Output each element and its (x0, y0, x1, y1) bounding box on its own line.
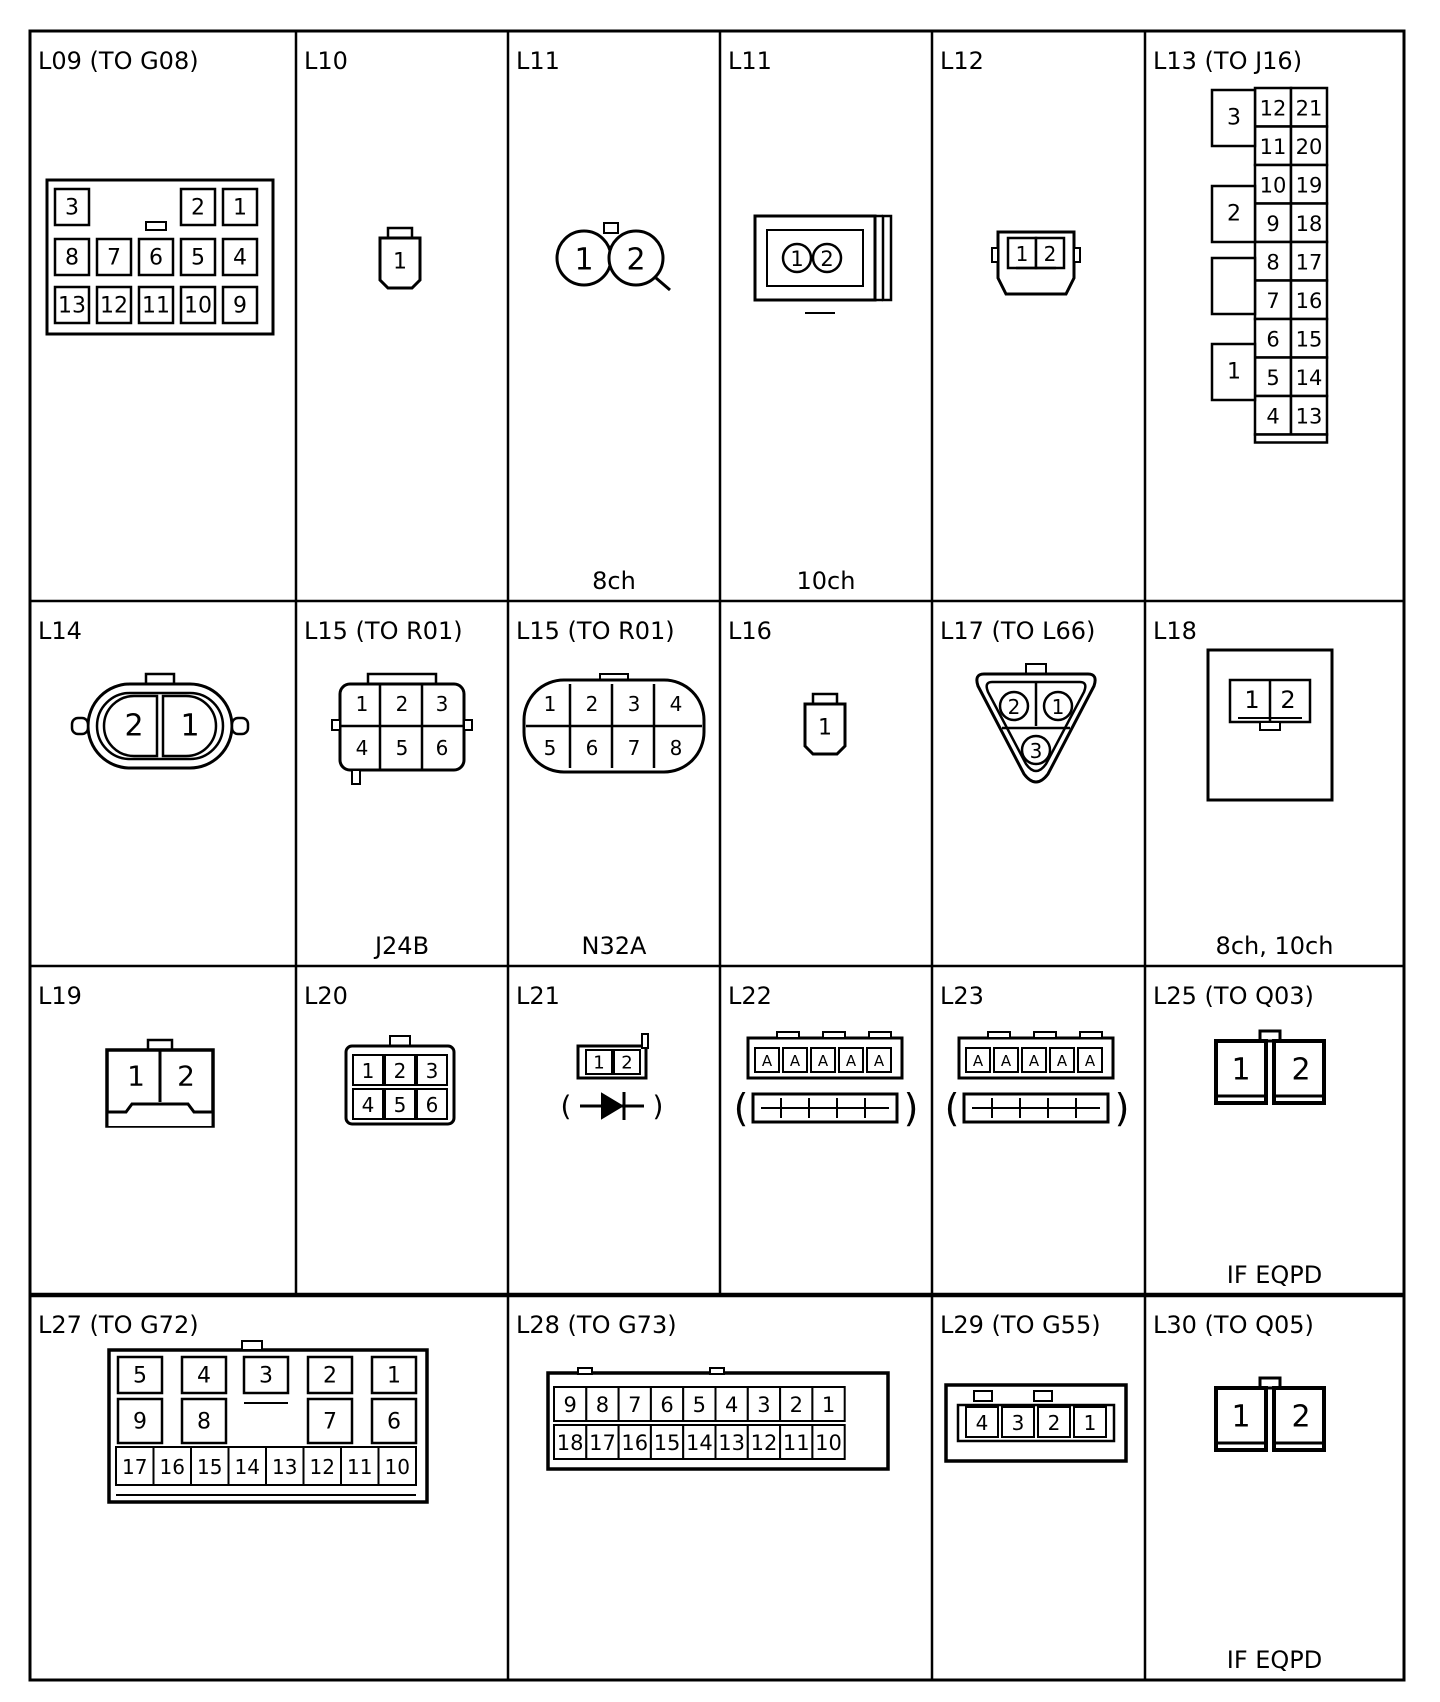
pin-number: 15 (1295, 327, 1323, 352)
pin-number: 1 (1051, 695, 1065, 719)
pin-number: 5 (1266, 365, 1280, 390)
connector-title: L19 (38, 982, 82, 1010)
connector-footer: N32A (581, 932, 647, 960)
bracket-close: ) (652, 1089, 664, 1123)
pin-number: A (761, 1052, 773, 1070)
pin-number: 4 (233, 245, 247, 271)
connector-title: L27 (TO G72) (38, 1311, 199, 1339)
pin-number: 13 (58, 293, 86, 319)
connector-title: L09 (TO G08) (38, 47, 199, 75)
connector-title: L21 (516, 982, 560, 1010)
pin-number: 4 (197, 1363, 211, 1389)
connector-cell-l20 (304, 982, 454, 1124)
connector-title: L10 (304, 47, 348, 75)
pin-number: 6 (1266, 327, 1280, 352)
connector-cell-l09 (38, 47, 273, 334)
connector-drawing (109, 1341, 427, 1502)
pin-number: 2 (585, 692, 599, 716)
connector-title: L11 (728, 47, 772, 75)
pin-number: 5 (191, 245, 205, 271)
side-tab (1074, 248, 1080, 262)
pin-number: 20 (1295, 134, 1323, 159)
pin-number: A (1056, 1052, 1068, 1070)
connector-drawing (107, 1040, 213, 1126)
connector-footer: 8ch (592, 567, 636, 595)
pin-number: 11 (347, 1455, 373, 1479)
connector-cell-l12 (940, 47, 1080, 294)
pin-number: 17 (589, 1431, 616, 1455)
pin-number: 2 (789, 1393, 803, 1417)
pin-number: A (1028, 1052, 1040, 1070)
connector-title: L29 (TO G55) (940, 1311, 1101, 1339)
pin-number: 1 (821, 1393, 836, 1417)
pin-number: 1 (790, 247, 804, 271)
connector-title: L14 (38, 617, 82, 645)
pin-number: 5 (393, 1093, 407, 1117)
pin-number: 16 (159, 1455, 185, 1479)
pin-number: A (1084, 1052, 1096, 1070)
pin-number: 9 (233, 293, 247, 319)
pin-number: A (873, 1052, 885, 1070)
side-tab (992, 248, 998, 262)
pin-number: 6 (425, 1093, 439, 1117)
pin-number: 11 (142, 293, 170, 319)
pin-number: 1 (393, 249, 407, 275)
connector-cell-l21 (516, 982, 663, 1123)
pin-number: 7 (627, 736, 641, 760)
connector-title: L28 (TO G73) (516, 1311, 677, 1339)
pin-number: 3 (1227, 105, 1241, 131)
pin-number: 6 (435, 736, 449, 760)
pin-number: 1 (387, 1363, 401, 1389)
pin-number: 10 (815, 1431, 842, 1455)
pin-number: 4 (355, 736, 369, 760)
pin-number: 1 (1231, 1399, 1251, 1435)
pin-number: 8 (595, 1393, 610, 1417)
latch-tab (1080, 1032, 1102, 1038)
pin-number: 3 (435, 692, 449, 716)
pin-number: 15 (653, 1431, 681, 1455)
pin-number: 4 (361, 1093, 375, 1117)
side-tab (464, 720, 472, 730)
pin-number: 2 (1043, 242, 1057, 266)
pin-number: 8 (1266, 250, 1280, 275)
latch-tab (1034, 1391, 1052, 1401)
connector-drawing (380, 228, 420, 288)
connector-drawing (548, 1368, 888, 1469)
pin-number: 8 (669, 736, 683, 760)
pin-number: 16 (621, 1431, 649, 1455)
pin-number: 2 (124, 708, 144, 744)
connector-title: L11 (516, 47, 560, 75)
pin-number: 17 (122, 1455, 148, 1479)
connector-drawing (557, 223, 670, 290)
pin-number: 5 (692, 1393, 707, 1417)
connector-drawing (332, 674, 472, 784)
pin-number: 14 (234, 1455, 260, 1479)
bracket-open: ( (944, 1086, 960, 1130)
connector-drawing (1212, 88, 1327, 443)
pin-number: 12 (1259, 96, 1287, 121)
connector-cell-l15a (304, 617, 472, 960)
connector-drawing (946, 1385, 1126, 1461)
pin-number: 5 (133, 1363, 147, 1389)
bracket-close: ) (903, 1086, 919, 1130)
pin-number: 9 (133, 1409, 147, 1435)
pin-number: 1 (1231, 1052, 1251, 1088)
connector-drawing (945, 1032, 1130, 1130)
connector-drawing (755, 216, 891, 313)
pin-number: 2 (1047, 1411, 1061, 1435)
pin-number: 5 (543, 736, 557, 760)
pin-number: 7 (107, 245, 121, 271)
connector-title: L18 (1153, 617, 1197, 645)
connector-drawing (992, 232, 1080, 294)
pin-number: 3 (1029, 739, 1043, 763)
connector-drawing (1208, 650, 1332, 800)
pin-number: 2 (626, 242, 646, 278)
connector-drawing (1216, 1031, 1324, 1103)
connector-title: L25 (TO Q03) (1153, 982, 1314, 1010)
pin-number: 1 (593, 1052, 605, 1074)
pin-number: 7 (628, 1393, 642, 1417)
pin-number: 1 (361, 1059, 375, 1083)
side-block (1212, 258, 1255, 314)
connector-drawing (72, 674, 248, 768)
latch-tab (823, 1032, 845, 1038)
pin-number: 3 (1011, 1411, 1025, 1435)
pin-number: 2 (393, 1059, 407, 1083)
pin-number: 6 (387, 1409, 401, 1435)
pin-number: 12 (100, 293, 128, 319)
pin-number: 10 (184, 293, 212, 319)
connector-title: L23 (940, 982, 984, 1010)
pin-number: 10 (384, 1455, 410, 1479)
pin-number: 1 (233, 195, 247, 221)
pin-number: 13 (272, 1455, 298, 1479)
side-lug (72, 718, 88, 734)
connector-drawing (734, 1032, 919, 1130)
latch-tab (242, 1341, 262, 1350)
connector-drawing (805, 694, 845, 754)
pin-number: 18 (556, 1431, 584, 1455)
pin-number: 3 (627, 692, 641, 716)
latch-tab (974, 1391, 992, 1401)
latch-tab (710, 1368, 724, 1374)
pin-number: 8 (65, 245, 79, 271)
bracket-close: ) (1114, 1086, 1130, 1130)
connector-cell-l30 (1153, 1311, 1324, 1674)
connector-drawing (346, 1036, 454, 1124)
connector-footer: 10ch (796, 567, 856, 595)
pin-number: 1 (1244, 686, 1260, 714)
pin-number: 16 (1295, 288, 1323, 313)
diode-symbol-icon (602, 1094, 622, 1118)
pin-number: 1 (574, 242, 594, 278)
pin-number: 11 (1259, 134, 1287, 159)
pin-number: 8 (197, 1409, 211, 1435)
latch-tab (1034, 1032, 1056, 1038)
pin-number: 18 (1295, 211, 1323, 236)
connector-title: L16 (728, 617, 772, 645)
connector-title: L17 (TO L66) (940, 617, 1096, 645)
pin-number: 17 (1295, 250, 1323, 275)
connector-cell-l18 (1153, 617, 1333, 960)
pin-number: 12 (750, 1431, 778, 1455)
pin-number: 2 (323, 1363, 337, 1389)
connector-title: L22 (728, 982, 772, 1010)
pin-number: 2 (1007, 695, 1021, 719)
connector-title: L12 (940, 47, 984, 75)
connector-cell-l27 (38, 1311, 427, 1502)
connector-footer: 8ch, 10ch (1215, 932, 1334, 960)
release-lever (656, 278, 670, 290)
latch-tab (988, 1032, 1010, 1038)
connector-drawing (561, 1034, 664, 1123)
pin-number: A (789, 1052, 801, 1070)
pin-number: 6 (660, 1393, 674, 1417)
pin-number: 9 (1266, 211, 1280, 236)
pin-number: 12 (309, 1455, 335, 1479)
connector-cell-l15b (516, 617, 704, 960)
side-tab (332, 720, 340, 730)
connector-drawing (977, 664, 1095, 782)
latch-tab (1260, 722, 1280, 730)
connector-footer: J24B (374, 932, 430, 960)
connector-title: L15 (TO R01) (304, 617, 463, 645)
pin-number: 13 (1295, 404, 1323, 429)
connector-drawing (524, 674, 704, 772)
pin-number: 13 (718, 1431, 746, 1455)
connector-title: L30 (TO Q05) (1153, 1311, 1314, 1339)
pin-number: 2 (621, 1052, 633, 1074)
pin-number: 1 (818, 715, 832, 741)
pin-number: 3 (425, 1059, 439, 1083)
pin-number: 3 (757, 1393, 771, 1417)
pin-number: 21 (1295, 96, 1323, 121)
pin-number: A (817, 1052, 829, 1070)
pin-number: 2 (1280, 686, 1296, 714)
connector-cell-l25 (1153, 982, 1324, 1289)
pin-number: 11 (782, 1431, 810, 1455)
pin-number: 2 (191, 195, 205, 221)
latch-tab (869, 1032, 891, 1038)
connector-cell-l16 (728, 617, 845, 754)
pin-number: 9 (563, 1393, 577, 1417)
pin-number: 4 (975, 1411, 989, 1435)
connector-footer: IF EQPD (1226, 1646, 1323, 1674)
connector-cell-l14 (38, 617, 248, 768)
pin-number: 2 (1291, 1399, 1311, 1435)
side-rail (883, 216, 891, 300)
pin-number: 1 (1227, 359, 1241, 385)
pin-number: 1 (180, 708, 200, 744)
pin-number: A (845, 1052, 857, 1070)
pin-number: 1 (1083, 1411, 1097, 1435)
connector-cell-l23 (940, 982, 1129, 1130)
connector-cell-l13 (1153, 47, 1327, 443)
connector-cell-l29 (940, 1311, 1126, 1461)
latch-tab (146, 222, 166, 230)
connector-title: L20 (304, 982, 348, 1010)
pin-number: A (972, 1052, 984, 1070)
pin-number: 10 (1259, 173, 1287, 198)
connector-cell-l10 (304, 47, 420, 288)
connector-cell-l22 (728, 982, 918, 1130)
pin-number: 1 (127, 1059, 145, 1093)
guide-post (352, 770, 360, 784)
pin-number: 7 (323, 1409, 337, 1435)
pin-number: A (1000, 1052, 1012, 1070)
pin-number: 19 (1295, 173, 1323, 198)
pin-number: 1 (543, 692, 557, 716)
bracket-open: ( (733, 1086, 749, 1130)
latch-tab (642, 1034, 648, 1048)
connector-drawing (1216, 1378, 1324, 1450)
pin-number: 4 (724, 1393, 739, 1417)
pin-number: 14 (685, 1431, 713, 1455)
side-lug (232, 718, 248, 734)
pin-number: 6 (585, 736, 599, 760)
connector-cell-l28 (516, 1311, 888, 1469)
pin-number: 4 (1266, 404, 1280, 429)
connector-title: L15 (TO R01) (516, 617, 675, 645)
connector-cell-l11b (728, 47, 891, 595)
pin-number: 2 (820, 247, 834, 271)
latch-tab (604, 223, 618, 233)
pin-number: 2 (395, 692, 409, 716)
pin-number: 14 (1295, 365, 1323, 390)
connector-footer: IF EQPD (1226, 1261, 1323, 1289)
bracket-open: ( (560, 1089, 572, 1123)
latch-tab (777, 1032, 799, 1038)
bottom-rail (1255, 435, 1327, 443)
pin-number: 15 (197, 1455, 223, 1479)
connector-cell-l11a (516, 47, 670, 595)
pin-number: 3 (65, 195, 79, 221)
pin-number: 1 (355, 692, 369, 716)
pin-number: 2 (177, 1059, 195, 1093)
pin-number: 2 (1291, 1052, 1311, 1088)
pin-number: 5 (395, 736, 409, 760)
pin-number: 2 (1227, 201, 1241, 227)
connector-cell-l17 (940, 617, 1095, 782)
connector-title: L13 (TO J16) (1153, 47, 1303, 75)
pin-number: 6 (149, 245, 163, 271)
pin-number: 3 (259, 1363, 273, 1389)
pin-number: 1 (1015, 242, 1029, 266)
connector-drawing (47, 180, 273, 334)
connector-cell-l19 (38, 982, 213, 1126)
pin-number: 4 (669, 692, 683, 716)
pin-number: 7 (1266, 288, 1280, 313)
latch-tab (578, 1368, 592, 1374)
